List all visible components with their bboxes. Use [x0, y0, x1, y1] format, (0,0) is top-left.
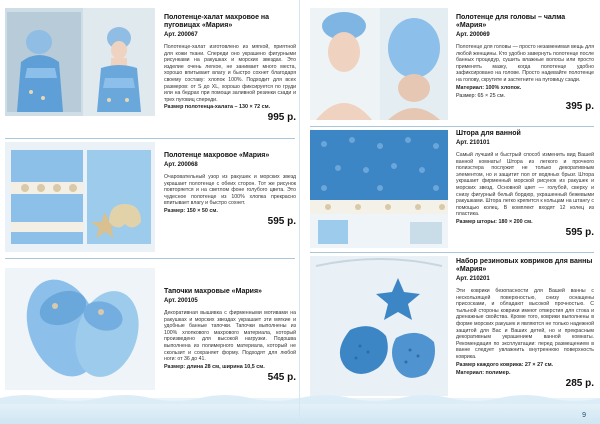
product-towel-robe [164, 14, 296, 123]
product-title: Полотенце-халат махровое на пуговицах «Мария» [164, 14, 270, 29]
product-article: Арт. 200069 [456, 32, 490, 38]
product-title: Тапочки махровые «Мария» [164, 288, 262, 295]
product-towel [164, 152, 296, 227]
product-price: 395 р. [565, 100, 594, 112]
product-article: Арт. 200067 [164, 32, 198, 38]
product-shower-curtain [456, 130, 594, 238]
product-description: Полотенце-халат изготовлено из мягкой, приятной для кожи ткани. Спереди оно украшено фигурными рисунками на ракушках и морских звездах. Это изделие очень легкое, не занимает много места, хорошо впитывает влагу и быстро сохнет благодаря своему составу: хлопок 100%. Подходит для всех размеров: от S до XL, хорошо фиксируется по груди или на бедрах при помощи заливной резинки сзади и трех пуговиц спереди. [164, 44, 296, 103]
product-price: 595 р. [565, 226, 594, 238]
product-title: Полотенце для головы – чалма «Мария» [456, 14, 566, 29]
product-article: Арт. 200068 [164, 162, 198, 168]
product-description: Самый лучший и быстрый способ изменить вид Вашей ванной комнаты! Штора из легкого и прочного полиэстера послужит не только декоративным элементом, но и защитит пол от водяных брызг. Штора украшает фирменный морской рисунок из ракушек и морских звезд. Основной цвет — голубой, сверху и снизу фигурный белый бордюр, украшенный бежевыми ракушками. Штора легко крепится к кольцам на штангу с помощью колец. В комплект входят 12 колец из пластика. [456, 152, 594, 218]
divider [5, 138, 295, 139]
bath-mats-photo [310, 256, 448, 396]
divider [310, 252, 594, 253]
decorative-wave-footer [300, 398, 600, 424]
product-slippers [164, 288, 296, 383]
product-bath-mats [456, 258, 594, 389]
product-price: 995 р. [267, 112, 296, 124]
product-size: Размер: 65 × 25 см. [456, 92, 506, 99]
product-price: 595 р. [267, 215, 296, 227]
product-size: Размер полотенца-халата – 130 × 72 см. [164, 104, 271, 111]
decorative-wave-footer [0, 398, 299, 424]
product-material: Материал: полимер. [456, 369, 511, 376]
shower-curtain-photo [310, 130, 448, 248]
page-number: 9 [582, 412, 586, 419]
product-size: Размер каждого коврика: 27 × 27 см. [456, 361, 554, 368]
product-head-towel [456, 14, 594, 112]
product-material: Материал: 100% хлопок. [456, 84, 522, 91]
divider [5, 258, 295, 259]
product-article: Арт. 210101 [456, 140, 490, 146]
towels-photo [5, 142, 155, 252]
product-description: Очаровательный узор из ракушек и морских звезд украшает полотенце с обеих сторон. Тот же рисунок повторяется и на светлом фоне голубого цвета. Это чудесное полотенце из 100% хлопка прекрасно впитывает влагу и быстро сохнет. [164, 174, 296, 207]
product-title: Полотенце махровое «Мария» [164, 152, 270, 159]
product-description: Декоративная вышивка с фирменными мотивами на ракушках и морских звездах украшает эти мягкие и удобные банные тапочки. Тапочки выполнены из 100% хлопкового махрового материала, который произведено для высокой нагрузки. Подошва выполнена из полимерного материала, который не скользит и сохраняет форму. Подходят для любой ноги: от 36 до 41. [164, 310, 296, 363]
right-page [300, 0, 600, 424]
product-title: Набор резиновых ковриков для ванны «Мария» [456, 258, 593, 273]
product-price: 285 р. [565, 377, 594, 389]
product-article: Арт. 200105 [164, 298, 198, 304]
slippers-photo [5, 268, 155, 390]
product-size: Размер: 150 × 50 см. [164, 207, 218, 214]
product-description: Полотенце для головы — просто незаменимая вещь для любой женщины. Кто удобно завернуть полотенце после банных процедур, сушить влажные волосы или просто применять мазку, когда полотенце удобно зафиксировано на голове. Просто надевайте полотенце на голову, скрутите и застегните на пуговицу сзади. [456, 44, 594, 83]
product-description: Эти коврики безопасности для Вашей ванны с нескользящей поверхностью, снизу оснащены присосками, и обладают высокой прочностью. С тыльной стороны коврики имеют отверстия для стока и дренажные свойства. Кроме того, коврики выполнены в форме морских ракушек и являются не только надежной защитой для Вас и Ваших детей, но и прекрасным декоративным украшением ванной комнаты. Рекомендация по эксплуатации: перед размещением в ванне следует увлажнить внутреннюю поверхность коврика. [456, 288, 594, 360]
head-towel-photo [310, 8, 448, 120]
product-title: Штора для ванной [456, 130, 521, 137]
towel-robe-photo [5, 8, 155, 116]
divider [310, 126, 594, 127]
product-size: Размер шторы: 180 × 200 см. [456, 218, 533, 225]
product-price: 545 р. [267, 371, 296, 383]
product-size: Размер: длина 28 см, ширина 10,5 см. [164, 363, 265, 370]
product-article: Арт. 210201 [456, 276, 490, 282]
